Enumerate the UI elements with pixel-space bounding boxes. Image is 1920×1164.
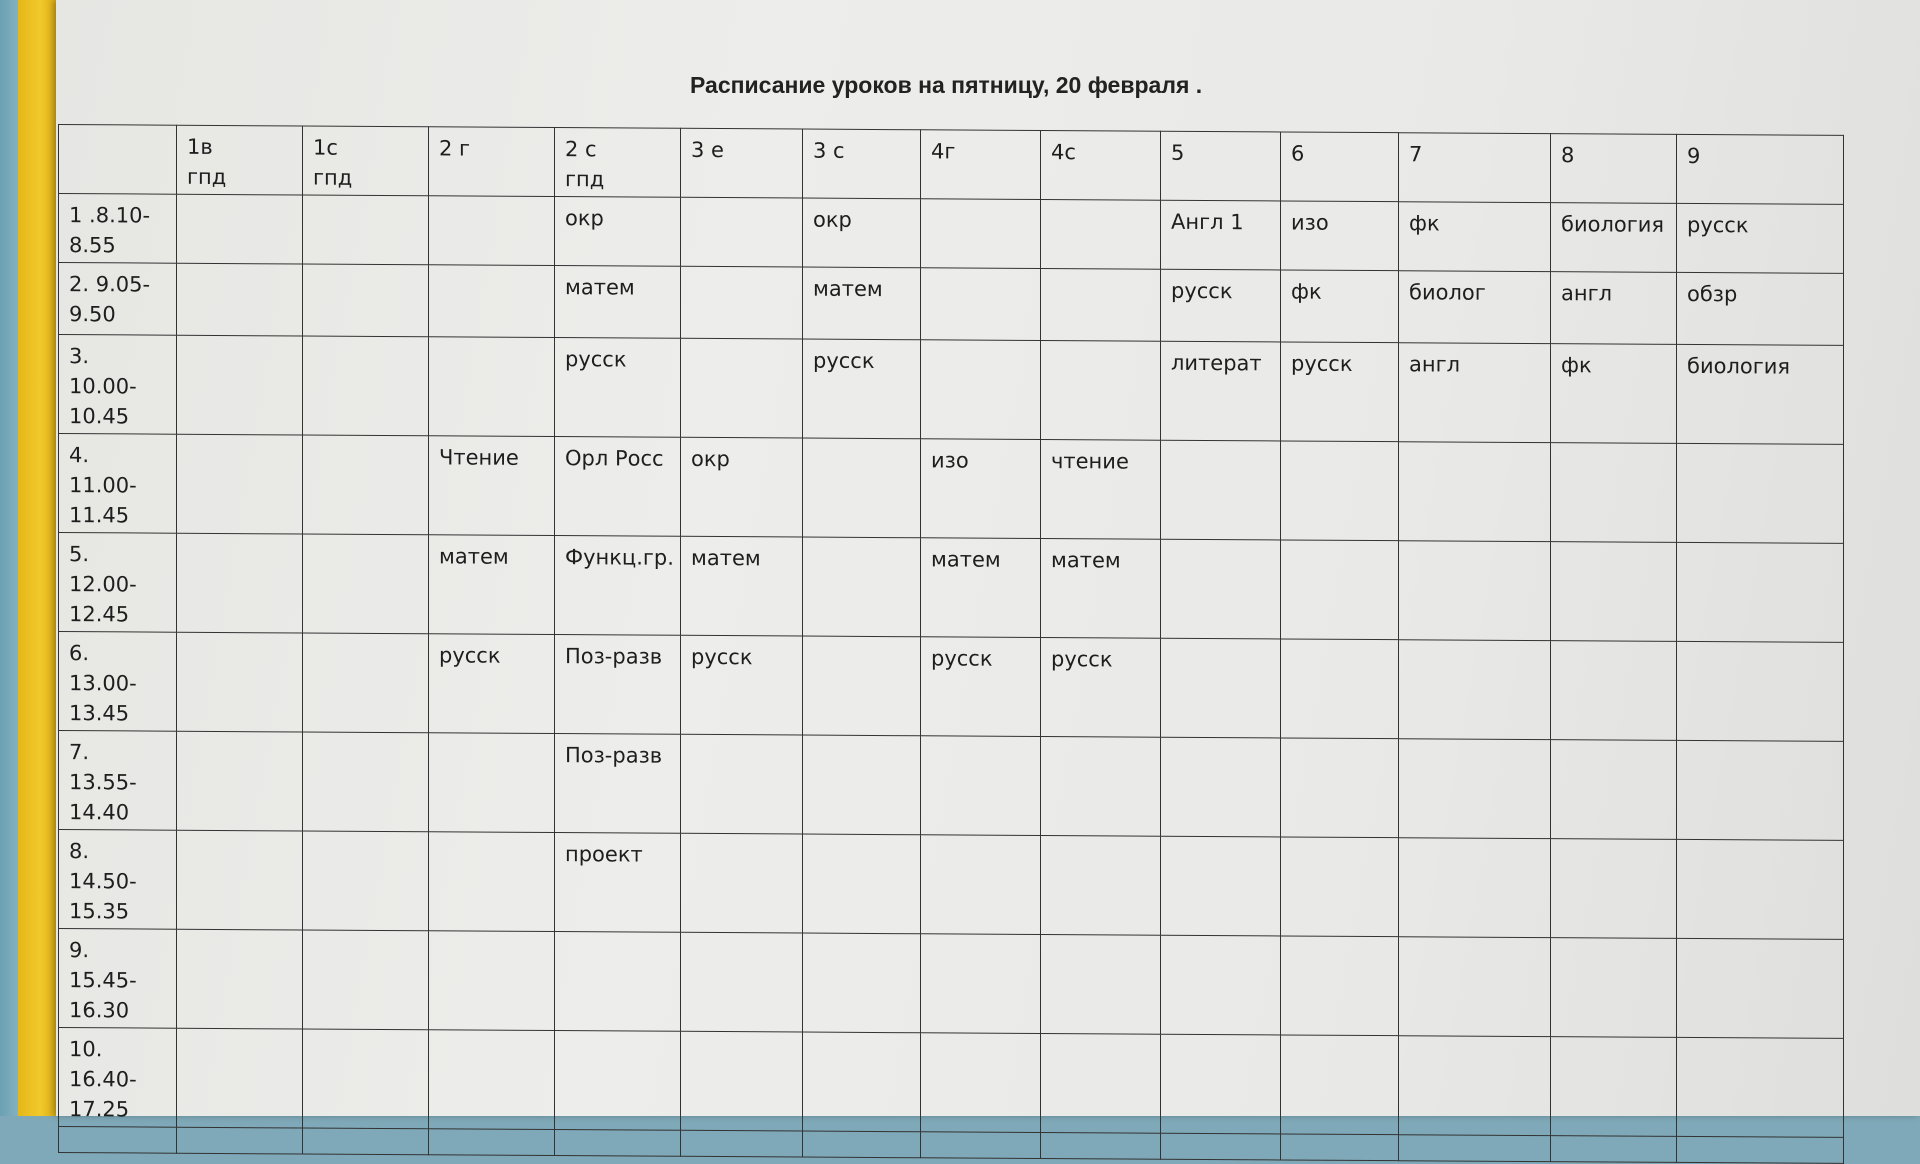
lesson-cell	[1551, 443, 1677, 543]
lesson-cell	[177, 1028, 303, 1128]
column-header: 1в гпд	[177, 125, 303, 195]
lesson-time-cell: 5. 12.00- 12.45	[59, 533, 177, 633]
lesson-cell: Чтение	[429, 436, 555, 536]
lesson-cell	[429, 733, 555, 833]
lesson-cell	[1551, 740, 1677, 840]
table-row	[59, 731, 1844, 841]
lesson-cell	[921, 934, 1041, 1034]
column-header: 3 с	[803, 129, 921, 199]
lesson-cell	[177, 533, 303, 633]
lesson-cell	[681, 266, 803, 339]
lesson-cell	[1281, 639, 1399, 739]
lesson-cell	[429, 832, 555, 932]
lesson-cell: русск	[555, 338, 681, 438]
lesson-cell: окр	[803, 198, 921, 268]
lesson-cell	[1677, 938, 1844, 1038]
lesson-cell	[303, 831, 429, 931]
lesson-cell	[1161, 1034, 1281, 1134]
yellow-folder-edge	[18, 0, 58, 1116]
lesson-cell	[803, 438, 921, 538]
lesson-cell	[1399, 541, 1551, 641]
lesson-cell: биология	[1677, 344, 1844, 444]
lesson-cell	[1551, 1037, 1677, 1137]
lesson-cell	[177, 335, 303, 435]
lesson-cell	[1041, 341, 1161, 441]
lesson-cell: матем	[429, 535, 555, 635]
lesson-cell: матем	[921, 538, 1041, 638]
lesson-cell	[555, 1031, 681, 1131]
lesson-cell: фк	[1399, 202, 1551, 272]
lesson-cell	[1551, 839, 1677, 939]
table-row	[59, 434, 1844, 544]
table-row	[59, 632, 1844, 742]
column-header: 4с	[1041, 131, 1161, 201]
lesson-cell	[1161, 935, 1281, 1035]
lesson-time-cell: 1 .8.10- 8.55	[59, 194, 177, 264]
lesson-cell	[1399, 739, 1551, 839]
lesson-cell: англ	[1399, 343, 1551, 443]
lesson-cell: матем	[555, 266, 681, 339]
lesson-cell	[1551, 641, 1677, 741]
lesson-cell	[1161, 737, 1281, 837]
lesson-cell	[1041, 737, 1161, 837]
lesson-cell	[429, 265, 555, 338]
lesson-cell	[1161, 836, 1281, 936]
lesson-time-cell: 7. 13.55- 14.40	[59, 731, 177, 831]
lesson-time-cell: 6. 13.00- 13.45	[59, 632, 177, 732]
lesson-cell	[1041, 269, 1161, 342]
lesson-cell	[303, 732, 429, 832]
lesson-time-cell: 10. 16.40- 17.25	[59, 1028, 177, 1128]
column-header: 8	[1551, 134, 1677, 204]
lesson-cell: русск	[1677, 203, 1844, 273]
lesson-cell	[1041, 1034, 1161, 1134]
blank-cell	[1281, 1134, 1399, 1161]
blank-cell	[803, 1131, 921, 1158]
lesson-cell	[1041, 935, 1161, 1035]
lesson-cell	[803, 834, 921, 934]
lesson-cell: русск	[429, 634, 555, 734]
lesson-cell	[803, 537, 921, 637]
lesson-cell	[921, 1033, 1041, 1133]
column-header: 7	[1399, 133, 1551, 203]
table-row	[59, 1028, 1844, 1138]
lesson-cell: проект	[555, 833, 681, 933]
lesson-cell	[429, 196, 555, 266]
lesson-cell: Поз-разв	[555, 635, 681, 735]
blank-cell	[303, 1128, 429, 1155]
lesson-cell	[681, 833, 803, 933]
blank-cell	[555, 1130, 681, 1157]
lesson-cell	[1161, 638, 1281, 738]
lesson-cell	[1677, 1037, 1844, 1137]
column-header: 3 е	[681, 128, 803, 198]
lesson-cell	[177, 194, 303, 264]
lesson-cell: окр	[555, 197, 681, 267]
lesson-cell	[921, 340, 1041, 440]
lesson-cell	[1281, 1035, 1399, 1135]
lesson-cell: англ	[1551, 272, 1677, 345]
lesson-cell	[177, 929, 303, 1029]
table-row	[59, 263, 1844, 346]
lesson-cell	[1281, 441, 1399, 541]
lesson-cell	[303, 534, 429, 634]
lesson-time-cell: 2. 9.05- 9.50	[59, 263, 177, 336]
lesson-cell	[303, 633, 429, 733]
lesson-cell: фк	[1281, 270, 1399, 343]
lesson-cell	[1677, 740, 1844, 840]
column-header: 4г	[921, 130, 1041, 200]
lesson-cell: Англ 1	[1161, 200, 1281, 270]
lesson-cell: изо	[921, 439, 1041, 539]
lesson-cell	[681, 197, 803, 267]
lesson-cell: русск	[1161, 269, 1281, 342]
lesson-cell	[921, 835, 1041, 935]
lesson-cell	[681, 932, 803, 1032]
blank-cell	[1399, 1135, 1551, 1162]
lesson-cell	[1677, 443, 1844, 543]
lesson-time-cell: 3. 10.00- 10.45	[59, 335, 177, 435]
column-header: 6	[1281, 132, 1399, 202]
lesson-time-cell: 8. 14.50- 15.35	[59, 830, 177, 930]
lesson-cell: матем	[803, 267, 921, 340]
blank-cell	[59, 1127, 177, 1154]
page-title: Расписание уроков на пятницу, 20 февраля .	[690, 72, 1203, 98]
lesson-cell	[303, 930, 429, 1030]
lesson-cell	[177, 830, 303, 930]
lesson-cell: обзр	[1677, 272, 1844, 345]
lesson-cell: биолог	[1399, 271, 1551, 344]
lesson-cell	[803, 1032, 921, 1132]
lesson-cell: русск	[1041, 638, 1161, 738]
lesson-cell	[681, 1031, 803, 1131]
blank-cell	[429, 1129, 555, 1156]
lesson-cell	[1281, 738, 1399, 838]
lesson-cell	[921, 736, 1041, 836]
header-row	[59, 125, 1844, 205]
lesson-cell: Поз-разв	[555, 734, 681, 834]
lesson-cell: литерат	[1161, 341, 1281, 441]
lesson-cell	[1551, 542, 1677, 642]
blank-cell	[1161, 1133, 1281, 1160]
column-header: 9	[1677, 134, 1844, 204]
lesson-cell	[429, 1030, 555, 1130]
lesson-cell	[1677, 542, 1844, 642]
lesson-cell: Орл Росс	[555, 437, 681, 537]
lesson-cell	[177, 434, 303, 534]
lesson-cell: Функц.гр.	[555, 536, 681, 636]
blank-cell	[921, 1132, 1041, 1159]
lesson-cell	[177, 632, 303, 732]
lesson-cell	[555, 932, 681, 1032]
lesson-cell: русск	[803, 339, 921, 439]
blank-cell	[681, 1130, 803, 1157]
column-header: 5	[1161, 131, 1281, 201]
corner-cell	[59, 125, 177, 195]
table-row	[59, 194, 1844, 274]
blank-cell	[1041, 1133, 1161, 1160]
lesson-cell	[1677, 641, 1844, 741]
blank-cell	[1677, 1136, 1844, 1163]
lesson-cell	[681, 338, 803, 438]
lesson-cell	[303, 195, 429, 265]
lesson-cell	[1399, 442, 1551, 542]
table-row	[59, 335, 1844, 445]
table-row	[59, 830, 1844, 940]
lesson-cell	[1677, 839, 1844, 939]
table-row	[59, 533, 1844, 643]
lesson-cell: чтение	[1041, 440, 1161, 540]
lesson-cell	[803, 636, 921, 736]
lesson-cell	[303, 336, 429, 436]
column-header: 1с гпд	[303, 126, 429, 196]
lesson-cell	[681, 734, 803, 834]
lesson-cell	[303, 1029, 429, 1129]
lesson-time-cell: 4. 11.00- 11.45	[59, 434, 177, 534]
lesson-cell	[1281, 837, 1399, 937]
lesson-cell	[1551, 938, 1677, 1038]
lesson-cell: изо	[1281, 201, 1399, 271]
lesson-cell	[1399, 838, 1551, 938]
lesson-cell	[803, 735, 921, 835]
lesson-cell	[1041, 836, 1161, 936]
lesson-cell	[1281, 936, 1399, 1036]
blank-cell	[1551, 1136, 1677, 1163]
lesson-time-cell: 9. 15.45- 16.30	[59, 929, 177, 1029]
lesson-cell	[429, 337, 555, 437]
lesson-cell	[1161, 440, 1281, 540]
column-header: 2 с гпд	[555, 128, 681, 198]
lesson-cell	[429, 931, 555, 1031]
lesson-cell	[1161, 539, 1281, 639]
table-row	[59, 929, 1844, 1039]
schedule-table	[58, 124, 1844, 1164]
lesson-cell	[1041, 200, 1161, 270]
lesson-cell: фк	[1551, 344, 1677, 444]
lesson-cell: русск	[921, 637, 1041, 737]
lesson-cell	[177, 263, 303, 336]
lesson-cell	[303, 435, 429, 535]
lesson-cell	[1399, 640, 1551, 740]
lesson-cell	[921, 268, 1041, 341]
lesson-cell	[177, 731, 303, 831]
lesson-cell: русск	[681, 635, 803, 735]
lesson-cell: русск	[1281, 342, 1399, 442]
lesson-cell	[303, 264, 429, 337]
lesson-cell	[803, 933, 921, 1033]
lesson-cell: окр	[681, 437, 803, 537]
lesson-cell: биология	[1551, 203, 1677, 273]
lesson-cell	[1399, 1036, 1551, 1136]
lesson-cell	[1281, 540, 1399, 640]
lesson-cell: матем	[1041, 539, 1161, 639]
lesson-cell: матем	[681, 536, 803, 636]
blank-cell	[177, 1127, 303, 1154]
column-header: 2 г	[429, 127, 555, 197]
lesson-cell	[1399, 937, 1551, 1037]
lesson-cell	[921, 199, 1041, 269]
